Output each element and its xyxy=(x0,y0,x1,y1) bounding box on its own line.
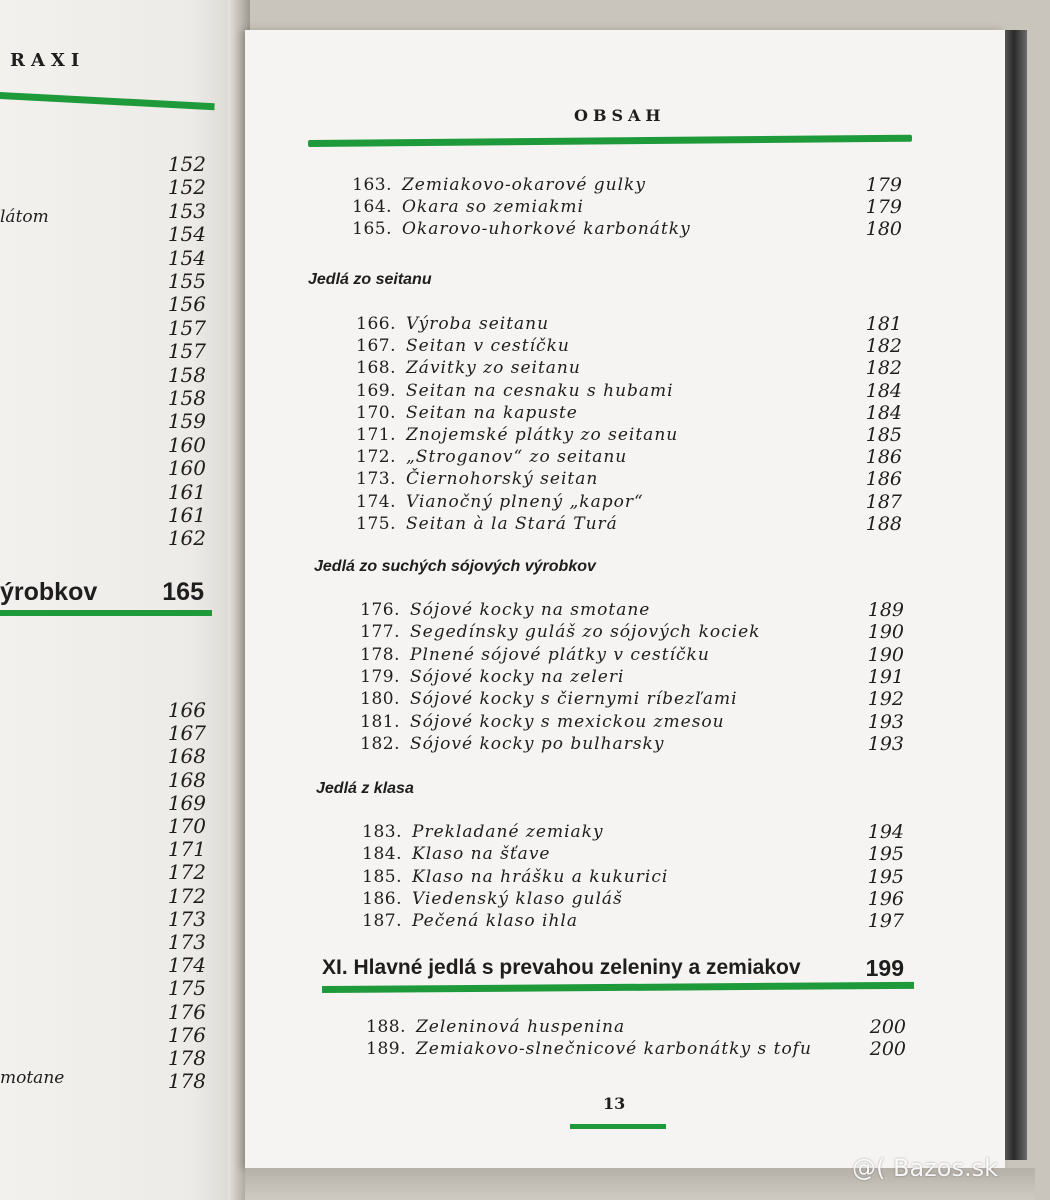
left-page-number: 169 xyxy=(167,790,206,815)
toc-entry-page: 200 xyxy=(869,1016,906,1038)
toc-entry xyxy=(338,645,904,667)
page-number: 13 xyxy=(603,1094,626,1113)
left-section-title: ýrobkov xyxy=(0,578,98,606)
left-page-number: 162 xyxy=(167,526,206,551)
toc-entry xyxy=(334,425,902,447)
toc-entry-number: 177. xyxy=(360,622,400,643)
toc-entry-title: „Stroganov“ zo seitanu xyxy=(406,447,628,468)
toc-entry-page: 193 xyxy=(867,732,904,755)
toc-entry xyxy=(338,622,904,644)
toc-entry-title: Zemiakovo-okarové gulky xyxy=(402,175,646,195)
left-page-number: 173 xyxy=(167,906,206,931)
toc-entry-title: Okarovo-uhorkové karbonátky xyxy=(402,219,691,240)
toc-entry-title: Sójové kocky s čiernymi ríbezľami xyxy=(410,689,738,710)
toc-entry-page: 193 xyxy=(867,710,904,733)
toc-entry-page: 185 xyxy=(865,424,902,446)
toc-entry-title: Zeleninová huspenina xyxy=(416,1017,626,1037)
left-page-number: 159 xyxy=(167,409,206,434)
toc-entry-number: 165. xyxy=(352,219,392,240)
left-page-number: 154 xyxy=(167,222,206,247)
toc-entry-title: Seitan na kapuste xyxy=(406,402,578,423)
toc-entry-title: Viedenský klaso guláš xyxy=(412,888,623,909)
toc-entry-page: 196 xyxy=(867,887,904,910)
toc-entry-number: 163. xyxy=(352,175,392,195)
toc-entry-number: 167. xyxy=(356,336,396,357)
toc-entry-number: 181. xyxy=(360,711,400,732)
toc-entry-number: 187. xyxy=(362,911,402,932)
page-header: OBSAH xyxy=(574,106,666,125)
left-page-number: 161 xyxy=(167,479,206,504)
toc-entry-page: 184 xyxy=(865,401,902,424)
toc-entry xyxy=(338,712,904,734)
toc-entry-title: Zemiakovo-slnečnicové karbonátky s tofu xyxy=(416,1039,812,1059)
toc-entry xyxy=(344,1017,906,1039)
toc-entry xyxy=(340,822,904,844)
chapter-heading xyxy=(322,956,904,986)
left-page-number: 153 xyxy=(167,198,206,223)
toc-entry-number: 172. xyxy=(356,447,396,468)
left-page-number: 178 xyxy=(167,1069,206,1094)
toc-entry-number: 164. xyxy=(352,197,392,218)
toc-entry-number: 178. xyxy=(360,644,400,665)
subheading-klas: Jedlá z klasa xyxy=(316,780,414,797)
left-page-number: 176 xyxy=(167,999,206,1024)
left-page-number: 166 xyxy=(167,698,206,722)
left-page-number: 158 xyxy=(167,386,206,410)
toc-entry-number: 175. xyxy=(356,513,396,534)
toc-entry-title: Sójové kocky s mexickou zmesou xyxy=(410,711,725,732)
left-page-number: 170 xyxy=(167,814,206,838)
toc-entry-title: Plnené sójové plátky v cestíčku xyxy=(410,644,710,665)
chapter-title: XI. Hlavné jedlá s prevahou zeleniny a zemiakov xyxy=(322,956,801,979)
toc-entry xyxy=(340,911,904,933)
left-page-number: 152 xyxy=(167,175,206,200)
toc-entry-title: Znojemské plátky zo seitanu xyxy=(406,425,679,445)
toc-entry-number: 179. xyxy=(360,666,400,687)
left-page-header: RAXI xyxy=(10,50,86,71)
toc-entry-number: 188. xyxy=(366,1017,406,1037)
toc-entry xyxy=(334,469,902,491)
left-page-number: 154 xyxy=(167,245,206,270)
toc-entry-number: 185. xyxy=(362,866,402,887)
left-title-fragment: látom xyxy=(0,207,49,227)
toc-entry-number: 166. xyxy=(356,314,396,334)
toc-entry xyxy=(338,734,904,756)
toc-entry-page: 191 xyxy=(867,665,904,688)
toc-entry-page: 187 xyxy=(865,490,902,513)
toc-entry-number: 174. xyxy=(356,491,396,512)
left-header-rule xyxy=(0,92,215,110)
toc-entry xyxy=(330,219,902,241)
left-section-rule xyxy=(0,610,212,616)
chapter-page: 199 xyxy=(865,955,904,981)
left-page-number: 173 xyxy=(167,930,206,954)
toc-entry xyxy=(338,689,904,711)
left-page-number: 168 xyxy=(167,767,206,792)
left-page xyxy=(0,0,240,1200)
toc-entry-title: Seitan à la Stará Turá xyxy=(406,513,618,534)
toc-entry-title: Výroba seitanu xyxy=(406,314,550,334)
toc-entry-title: Vianočný plnený „kapor“ xyxy=(406,491,644,512)
toc-entry-number: 176. xyxy=(360,600,400,620)
toc-entry-number: 171. xyxy=(356,425,396,445)
toc-entry-number: 189. xyxy=(366,1039,406,1059)
toc-entry-page: 197 xyxy=(867,910,904,933)
toc-entry-title: Závitky zo seitanu xyxy=(406,358,581,379)
left-page-number: 171 xyxy=(167,837,206,862)
toc-entry-title: Pečená klaso ihla xyxy=(412,911,578,932)
toc-entry-title: Klaso na šťave xyxy=(412,844,551,865)
toc-entry xyxy=(340,867,904,889)
toc-entry xyxy=(338,600,904,622)
toc-entry xyxy=(334,381,902,403)
toc-entry-page: 182 xyxy=(865,357,902,380)
toc-entry-page: 188 xyxy=(865,512,902,535)
toc-entry xyxy=(334,336,902,358)
toc-entry-title: Seitan na cesnaku s hubami xyxy=(406,380,674,401)
left-page-number: 158 xyxy=(167,362,206,387)
toc-entry xyxy=(334,447,902,469)
toc-entry xyxy=(334,358,902,380)
toc-entry-page: 179 xyxy=(865,196,902,219)
toc-entry-number: 169. xyxy=(356,380,396,401)
toc-entry xyxy=(334,403,902,425)
left-page-number: 172 xyxy=(167,860,206,885)
toc-entry-page: 194 xyxy=(867,821,904,843)
toc-entry xyxy=(334,514,902,536)
left-section-heading xyxy=(0,578,212,608)
toc-entry-page: 195 xyxy=(867,843,904,866)
toc-entry-title: Klaso na hrášku a kukurici xyxy=(412,866,669,887)
toc-entry-title: Segedínsky guláš zo sójových kociek xyxy=(410,622,761,643)
toc-entry-title: Sójové kocky na zeleri xyxy=(410,666,625,687)
toc-entry-title: Okara so zemiakmi xyxy=(402,197,584,218)
toc-entry-title: Prekladané zemiaky xyxy=(412,822,604,842)
watermark: @( Bazos.sk xyxy=(852,1154,998,1182)
subheading-seitan: Jedlá zo seitanu xyxy=(308,271,432,288)
toc-entry xyxy=(334,492,902,514)
left-page-number: 168 xyxy=(167,744,206,769)
left-title-fragment-2: motane xyxy=(0,1068,65,1088)
left-page-number: 167 xyxy=(167,721,206,746)
toc-entry-page: 180 xyxy=(865,218,902,241)
toc-entry-page: 184 xyxy=(865,379,902,402)
toc-entry-page: 186 xyxy=(865,468,902,491)
page-number-rule xyxy=(570,1124,666,1129)
left-page-number: 160 xyxy=(167,432,206,457)
left-page-number: 157 xyxy=(167,339,206,364)
left-section-page: 165 xyxy=(162,578,204,606)
left-page-number: 155 xyxy=(167,269,206,293)
toc-entry-page: 186 xyxy=(865,446,902,469)
toc-entry-number: 182. xyxy=(360,733,400,754)
toc-entry-page: 182 xyxy=(865,335,902,358)
toc-entry-page: 192 xyxy=(867,688,904,711)
toc-entry-page: 190 xyxy=(867,643,904,666)
toc-entry xyxy=(344,1039,906,1061)
toc-entry-page: 200 xyxy=(869,1038,906,1060)
toc-entry-page: 179 xyxy=(865,174,902,196)
toc-entry xyxy=(338,667,904,689)
book-edge xyxy=(1005,30,1027,1160)
toc-entry-number: 168. xyxy=(356,358,396,379)
subheading-soy: Jedlá zo suchých sójových výrobkov xyxy=(314,558,596,575)
left-page-number: 161 xyxy=(167,503,206,527)
toc-entry xyxy=(340,844,904,866)
toc-entry-title: Sójové kocky po bulharsky xyxy=(410,733,665,754)
toc-entry-title: Čiernohorský seitan xyxy=(406,469,599,490)
left-page-number: 174 xyxy=(167,953,206,978)
toc-entry xyxy=(340,889,904,911)
toc-entry-title: Seitan v cestíčku xyxy=(406,336,570,357)
toc-entry-number: 180. xyxy=(360,689,400,710)
left-page-number: 157 xyxy=(167,315,206,340)
toc-entry-title: Sójové kocky na smotane xyxy=(410,600,651,620)
toc-entry-page: 195 xyxy=(867,865,904,888)
toc-entry xyxy=(330,175,902,197)
toc-entry-page: 190 xyxy=(867,621,904,644)
left-page-number: 152 xyxy=(167,152,206,176)
toc-entry-number: 186. xyxy=(362,888,402,909)
left-page-number: 178 xyxy=(167,1046,206,1070)
left-page-number: 156 xyxy=(167,292,206,317)
toc-entry xyxy=(330,197,902,219)
left-page-number: 172 xyxy=(167,883,206,908)
toc-entry-number: 173. xyxy=(356,469,396,490)
toc-entry xyxy=(334,314,902,336)
toc-entry-number: 183. xyxy=(362,822,402,842)
toc-entry-number: 184. xyxy=(362,844,402,865)
toc-entry-number: 170. xyxy=(356,402,396,423)
toc-entry-page: 189 xyxy=(867,599,904,621)
left-page-number: 176 xyxy=(167,1022,206,1047)
toc-entry-page: 181 xyxy=(865,313,902,335)
left-page-number: 175 xyxy=(167,976,206,1001)
left-page-number: 160 xyxy=(167,456,206,481)
